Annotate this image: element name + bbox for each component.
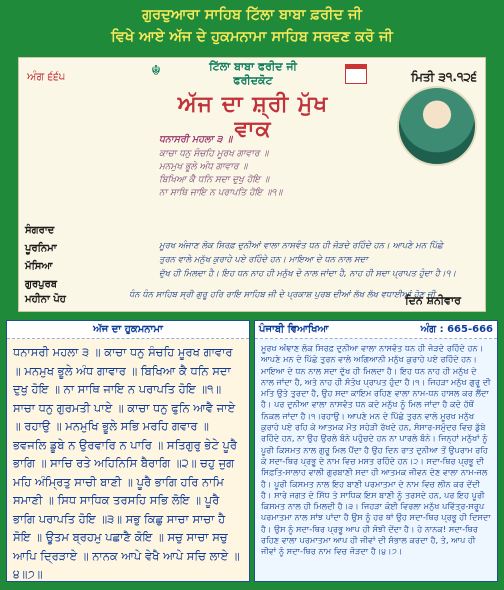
- page-header: [0, 0, 504, 56]
- verse-line: ਕਾਚਾ ਧਨੁ ਸੰਚਹਿ ਮੂਰਖ ਗਾਵਾਰ ॥: [159, 149, 269, 159]
- main-heading: ਅੱਜ ਦਾ ਸ਼੍ਰੀ ਮੁੱਖ ਵਾਕ: [177, 92, 329, 142]
- month-label: ਮਹੀਨਾ ਪੋਹ: [25, 294, 66, 305]
- punjabi-translation-panel: [254, 320, 498, 582]
- day-label: ਦਿਨ ਸ਼ਨੀਵਾਰ: [405, 294, 461, 307]
- gurpurab-greeting: ਧੰਨ ਧੰਨ ਸਾਹਿਬ ਸ੍ਰੀ ਗੁਰੂ ਹਰਿ ਰਾਇ ਸਾਹਿਬ ਜੀ ਦੇ ਪ੍ਰਕਾਸ਼ ਪੁਰਬ ਦੀਆਂ ਲੱਖ ਲੱਖ ਵਧਾਈਆਂ ਹੋਣ ਜੀ: [129, 290, 436, 300]
- date-label: ਮਿਤੀ ੩੧.੧੨੬: [411, 70, 477, 84]
- translation-text: ਮੂਰਖ ਅੰਞਾਣ ਲੋਕ ਸਿਰਫ਼ ਦੁਨੀਆ ਵਾਲਾ ਨਾਸਵੰਤ ਧਨ ਹੀ ਜੋੜਦੇ ਰਹਿੰਦੇ ਹਨ। ਆਪਣੇ ਮਨ ਦੇ ਪਿੱਛੇ ਤੁਰਨ ਵਾਲੇ ਅਗਿਆਨੀ ਮਨੁੱਖ ਕੁਰਾਹੇ ਪਏ ਰਹਿੰਦੇ ਹਨ। ਮਾਇਆ ਦੇ ਧਨ ਨਾਲ ਸਦਾ ਦੁੱਖ ਹੀ ਮਿਲਦਾ ਹੈ। ਇਹ ਧਨ ਨਾਹ ਹੀ ਮਨੁੱਖ ਦੇ ਨਾਲ ਜਾਂਦਾ ਹੈ, ਅਤੇ ਨਾਹ ਹੀ ਸੰਤੋਖ ਪ੍ਰਾਪਤ ਹੁੰਦਾ ਹੈ।੧। ਜਿਹੜਾ ਮਨੁੱਖ ਗੁਰੂ ਦੀ ਮਤਿ ਉਤੇ ਤੁਰਦਾ ਹੈ, ਉਹ ਸਦਾ ਕਾਇਮ ਰਹਿਣ ਵਾਲਾ ਨਾਮ-ਧਨ ਹਾਸਲ ਕਰ ਲੈਂਦਾ ਹੈ। ਪਰ ਦੁਨੀਆ ਵਾਲਾ ਨਾਸਵੰਤ ਧਨ ਕਦੇ ਮਨੁੱਖ ਨੂੰ ਮਿਲ ਜਾਂਦਾ ਹੈ ਕਦੇ ਹੱਥੋਂ ਨਿਕਲ ਜਾਂਦਾ ਹੈ।੧।ਰਹਾਉ। ਆਪਣੇ ਮਨ ਦੇ ਪਿੱਛੇ ਤੁਰਨ ਵਾਲੇ ਮੂਰਖ ਮਨੁੱਖ ਕੁਰਾਹੇ ਪਏ ਰਹਿ ਕੇ ਆਤਮਕ ਮੌਤ ਸਹੇੜੀ ਰੱਖਦੇ ਹਨ, ਸੰਸਾਰ-ਸਮੁੰਦਰ ਵਿਚ ਡੁੱਬੇ ਰਹਿੰਦੇ ਹਨ, ਨਾ ਉਹ ਉਰਲੇ ਬੰਨੇ ਪਹੁੰਚਦੇ ਹਨ ਨਾ ਪਾਰਲੇ ਬੰਨੇ। ਜਿਨ੍ਹਾਂ ਮਨੁੱਖਾਂ ਨੂੰ ਪੂਰੀ ਕਿਸਮਤ ਨਾਲ ਗੁਰੂ ਮਿਲ ਪੈਂਦਾ ਹੈ ਉਹ ਦਿਨ ਰਾਤ ਦੁਨੀਆ ਤੋਂ ਉਪਰਾਮ ਰਹਿ ਕੇ ਸਦਾ-ਥਿਰ ਪ੍ਰਭੂ ਦੇ ਨਾਮ ਵਿਚ ਮਸਤ ਰਹਿੰਦੇ ਹਨ।੨। ਸਦਾ-ਥਿਰ ਪ੍ਰਭੂ ਦੀ ਸਿਫ਼ਤਿ-ਸਾਲਾਹ ਵਾਲੀ ਗੁਰਬਾਣੀ ਸਦਾ ਹੀ ਆਤਮਕ ਜੀਵਨ ਦੇਣ ਵਾਲਾ ਨਾਮ-ਜਲ ਹੈ। ਪੂਰੀ ਕਿਸਮਤ ਨਾਲ ਇਹ ਬਾਣੀ ਪਰਮਾਤਮਾ ਦੇ ਨਾਮ ਵਿਚ ਲੀਨ ਕਰ ਦੇਂਦੀ ਹੈ। ਸਾਰੇ ਜਗਤ ਦੇ ਸਿੱਧ ਤੇ ਸਾਧਿਕ ਇਸ ਬਾਣੀ ਨੂੰ ਤਰਸਦੇ ਹਨ, ਪਰ ਇਹ ਪੂਰੀ ਕਿਸਮਤ ਨਾਲ ਹੀ ਮਿਲਦੀ ਹੈ।੩। ਜਿਹੜਾ ਕੋਈ ਵਿਰਲਾ ਮਨੁੱਖ ਪਵਿੱਤ੍ਰ-ਸਰੂਪ ਪਰਮਾਤਮਾ ਨਾਲ ਸਾਂਝ ਪਾਂਦਾ ਹੈ ਉਸ ਨੂੰ ਹਰ ਥਾਂ ਉਹ ਸਦਾ-ਥਿਰ ਪ੍ਰਭੂ ਹੀ ਦਿਸਦਾ ਹੈ। ਉਸ ਨੂੰ ਸਦਾ-ਥਿਰ ਪ੍ਰਭੂ ਆਪ ਹੀ ਸੋਝੀ ਦੇਂਦਾ ਹੈ। ਹੇ ਨਾਨਕ! ਸਦਾ-ਥਿਰ ਰਹਿਣ ਵਾਲਾ ਪਰਮਾਤਮਾ ਆਪ ਹੀ ਜੀਵਾਂ ਦੀ ਸੰਭਾਲ ਕਰਦਾ ਹੈ, ਤੇ, ਆਪ ਹੀ ਜੀਵਾਂ ਨੂੰ ਸਦਾ-ਥਿਰ ਨਾਮ ਵਿਚ ਜੋੜਦਾ ਹੈ।੪।੭।: [261, 343, 491, 557]
- panel-header: [7, 321, 249, 339]
- gurbani-text: ਧਨਾਸਰੀ ਮਹਲਾ ੩ ॥ ਕਾਚਾ ਧਨੁ ਸੰਚਹਿ ਮੂਰਖ ਗਾਵਾਰ ॥ ਮਨਮੁਖ ਭੂਲੇ ਅੰਧ ਗਾਵਾਰ ॥ ਬਿਖਿਆ ਕੈ ਧਨਿ ਸਦਾ ਦੁਖੁ ਹੋਇ ॥ ਨਾ ਸਾਥਿ ਜਾਇ ਨ ਪਰਾਪਤਿ ਹੋਇ ॥੧॥ ਸਾਚਾ ਧਨੁ ਗੁਰਮਤੀ ਪਾਏ ॥ ਕਾਚਾ ਧਨੁ ਫੁਨਿ ਆਵੈ ਜਾਏ ॥ ਰਹਾਉ ॥ ਮਨਮੁਖਿ ਭੂਲੇ ਸਭਿ ਮਰਹਿ ਗਵਾਰ ॥ ਭਵਜਲਿ ਡੂਬੇ ਨ ਉਰਵਾਰਿ ਨ ਪਾਰਿ ॥ ਸਤਿਗੁਰੁ ਭੇਟੇ ਪੂਰੈ ਭਾਗਿ ॥ ਸਾਚਿ ਰਤੇ ਅਹਿਨਿਸਿ ਬੈਰਾਗਿ ॥੨॥ ਚਹੁ ਜੁਗ ਮਹਿ ਅੰਮ੍ਰਿਤੁ ਸਾਚੀ ਬਾਣੀ ॥ ਪੂਰੈ ਭਾਗਿ ਹਰਿ ਨਾਮਿ ਸਮਾਣੀ ॥ ਸਿਧ ਸਾਧਿਕ ਤਰਸਹਿ ਸਭਿ ਲੋਇ ॥ ਪੂਰੈ ਭਾਗਿ ਪਰਾਪਤਿ ਹੋਇ ॥੩॥ ਸਭੁ ਕਿਛੁ ਸਾਚਾ ਸਾਚਾ ਹੈ ਸੋਇ ॥ ਊਤਮ ਬ੍ਰਹਮੁ ਪਛਾਣੈ ਕੋਇ ॥ ਸਚੁ ਸਾਚਾ ਸਚੁ ਆਪਿ ਦ੍ਰਿੜਾਏ ॥ ਨਾਨਕ ਆਪੇ ਵੇਖੈ ਆਪੇ ਸਚਿ ਲਾਏ ॥੪॥੭॥: [13, 345, 240, 581]
- hukamnama-card: [18, 57, 486, 312]
- shrine-name: ਟਿੱਲਾ ਬਾਬਾ ਫਰੀਦ ਜੀ ਫਰੀਦਕੋਟ: [209, 60, 297, 87]
- calendar-icon: [345, 64, 367, 84]
- ang-label: ਅੰਗ ੬੬੫: [27, 70, 66, 83]
- saint-portrait: [397, 86, 477, 166]
- verse-line: ਬਿਖਿਆ ਕੈ ਧਨਿ ਸਦਾ ਦੁਖੁ ਹੋਇ ॥: [159, 175, 270, 185]
- header-line-1: ਗੁਰਦੁਆਰਾ ਸਾਹਿਬ ਟਿੱਲਾ ਬਾਬਾ ਫ਼ਰੀਦ ਜੀ: [142, 7, 362, 23]
- khanda-icon: ☬: [151, 63, 161, 79]
- panel-title: ਪੰਜਾਬੀ ਵਿਆਖਿਆ: [259, 324, 329, 335]
- verse-line: ਮਨਮੁਖ ਭੂਲੇ ਅੰਧ ਗਾਵਾਰ ॥: [159, 162, 248, 172]
- calendar-labels: ਸੰਗਰਾਦ ਪੂਰਨਿਮਾ ਮੱਸਿਆ ਗੁਰਪੁਰਬ: [25, 225, 58, 290]
- verse-line: ਧਨਾਸਰੀ ਮਹਲਾ ੩ ॥: [159, 134, 233, 145]
- header-line-2: ਵਿਖੇ ਆਏ ਅੱਜ ਦੇ ਹੁਕਮਨਾਮਾ ਸਾਹਿਬ ਸਰਵਣ ਕਰੋ ਜੀ: [111, 29, 393, 45]
- verse-line: ਨਾ ਸਾਥਿ ਜਾਇ ਨ ਪਰਾਪਤਿ ਹੋਇ ॥੧॥: [159, 188, 283, 198]
- hukamnama-gurbani-panel: [6, 320, 250, 582]
- ang-number: ਅੰਗ : 665-666: [420, 324, 493, 335]
- panel-title: ਅੱਜ ਦਾ ਹੁਕਮਨਾਮਾ: [93, 324, 163, 335]
- card-translation: ਮੂਰਖ ਅੰਜਾਣ ਲੋਕ ਸਿਰਫ਼ ਦੁਨੀਆਂ ਵਾਲਾ ਨਾਸਵੰਤ ਧਨ ਹੀ ਜੋੜਦੇ ਰਹਿੰਦੇ ਹਨ। ਆਪਣੇ ਮਨ ਪਿੱਛੇ ਤੁਰਨ ਵਾਲੇ ਮਨੁੱਖ ਕੁਰਾਹੇ ਪਏ ਰਹਿੰਦੇ ਹਨ। ਮਾਇਆ ਦੇ ਧਨ ਨਾਲ ਸਦਾ ਦੁੱਖ ਹੀ ਮਿਲਦਾ ਹੈ। ਇਹ ਧਨ ਨਾਹ ਹੀ ਮਨੁੱਖ ਦੇ ਨਾਲ ਜਾਂਦਾ ਹੈ, ਨਾਹ ਹੀ ਸਦਾ ਪ੍ਰਾਪਤ ਹੁੰਦਾ ਹੈ।੧।: [159, 241, 457, 279]
- panel-header: [255, 321, 497, 339]
